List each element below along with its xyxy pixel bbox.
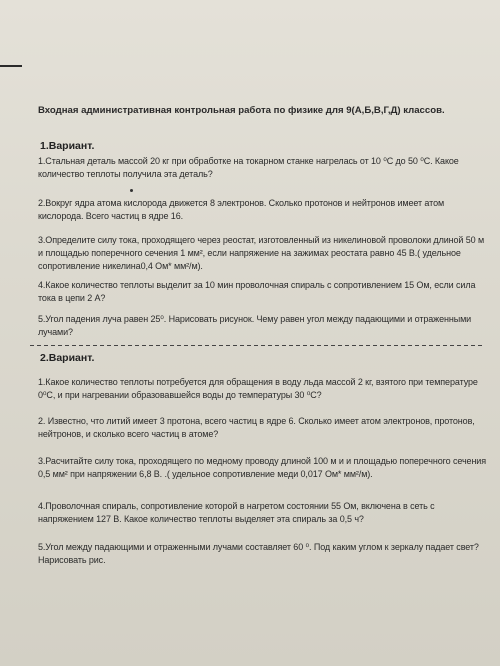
margin-mark [0,65,22,67]
variant-divider [30,345,485,346]
variant-1-heading: 1.Вариант. [40,140,95,152]
variant-2-task-5: 5.Угол между падающими и отраженными лучами составляет 60 ⁰. Под каким углом к зеркалу падает свет? Нарисовать рис. [38,542,479,565]
variant-1-task-4: 4.Какое количество теплоты выделит за 10 мин проволочная спираль с сопротивлением 15 Ом, если сила тока в цепи 2 А? [38,280,476,303]
variant-2-task-2: 2. Известно, что литий имеет 3 протона, всего частиц в ядре 6. Сколько имеет атом электронов, протонов, нейтронов, и сколько всего частиц в атоме? [38,416,475,439]
ink-dot [130,189,133,192]
variant-2-task-3: 3.Расчитайте силу тока, проходящего по медному проводу длиной 100 м и и площадью поперечного сечения 0,5 мм² при напряжении 6,8 В. .( удельное сопротивление меди 0,017 Ом* мм²/м). [38,456,487,479]
variant-2-task-1: 1.Какое количество теплоты потребуется для обращения в воду льда массой 2 кг, взятого при температуре 0⁰C, и при нагревании образовавшейся воды до температуры 30 ⁰C? [38,377,478,400]
variant-2-heading: 2.Вариант. [40,352,95,364]
document-title: Входная административная контрольная работа по физике для 9(А,Б,В,Г,Д) классов. [38,105,445,116]
variant-2-task-4: 4.Проволочная спираль, сопротивление которой в нагретом состоянии 55 Ом, включена в сеть с напряжением 127 В. Какое количество теплоты выделяет эта спираль за 0,5 ч? [38,501,435,524]
variant-1-task-5: 5.Угол падения луча равен 25⁰. Нарисовать рисунок. Чему равен угол между падающими и отраженными лучами? [38,314,472,337]
variant-1-task-3: 3.Определите силу тока, проходящего через реостат, изготовленный из никелиновой проволоки длиной 50 м и площадью поперечного сечения 1 мм², если напряжение на зажимах реостата равно 45 В.( удельное сопротивление никелина0,4 Ом* мм²/м). [38,235,485,271]
variant-1-task-2: 2.Вокруг ядра атома кислорода движется 8 электронов. Сколько протонов и нейтронов имеет атом кислорода. Всего частиц в ядре 16. [38,198,445,221]
variant-1-task-1: 1.Стальная деталь массой 20 кг при обработке на токарном станке нагрелась от 10 ⁰C до 50 ⁰C. Какое количество теплоты получила эта деталь? [38,156,459,179]
